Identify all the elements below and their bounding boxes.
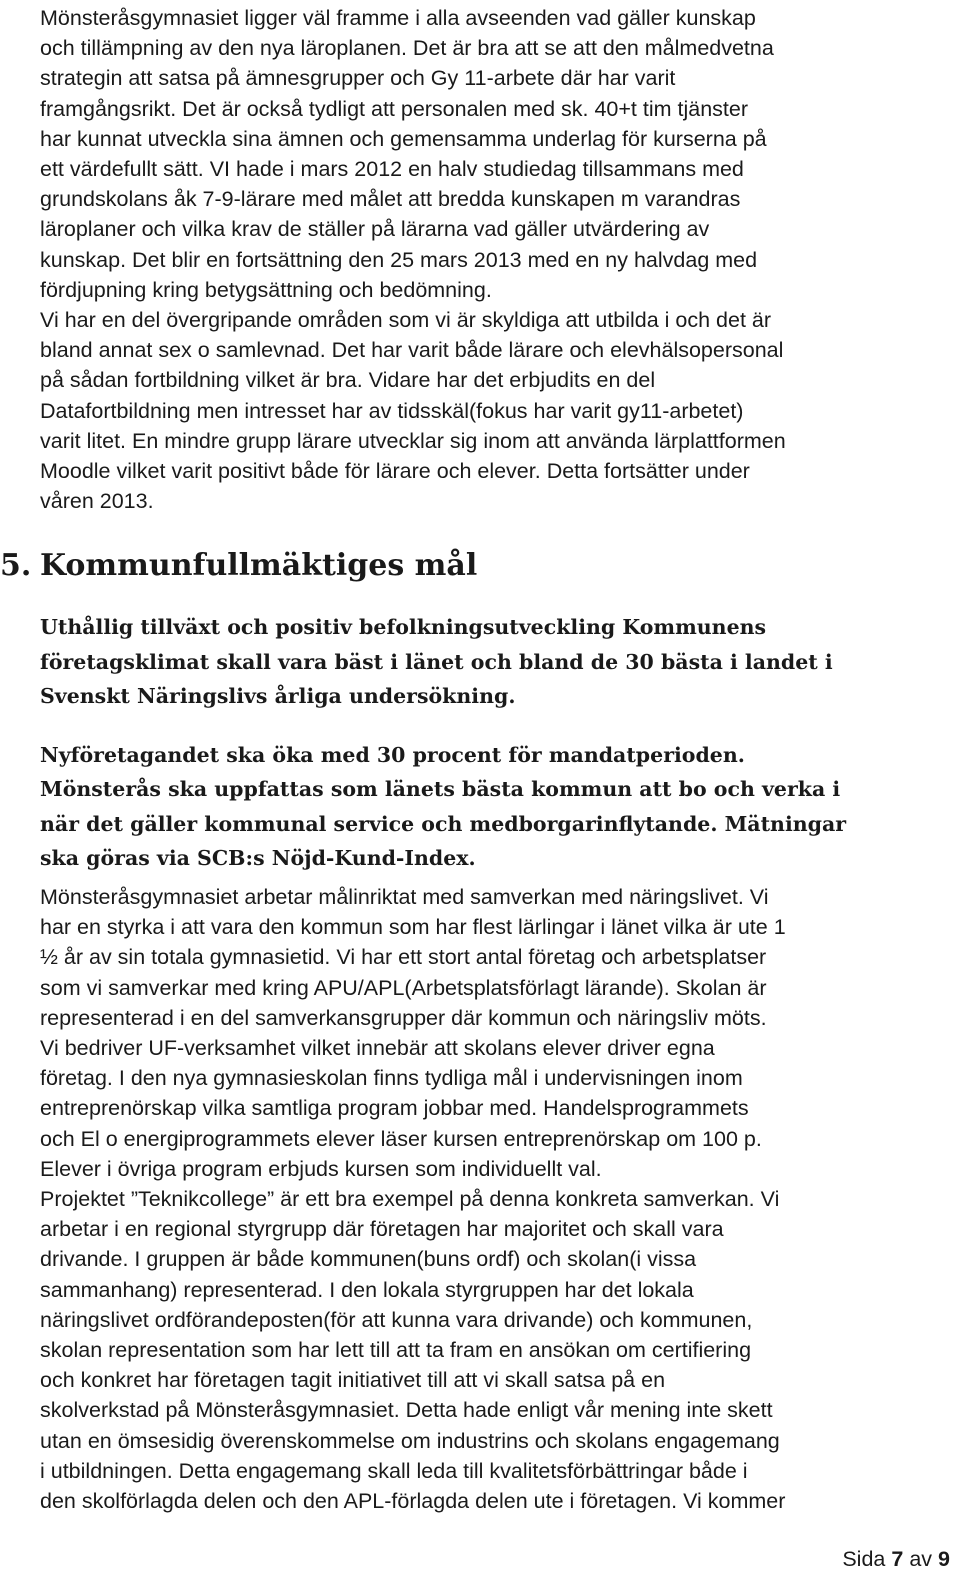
text-line: i utbildningen. Detta engagemang skall leda till kvalitetsförbättringar både i xyxy=(40,1458,748,1483)
text-line: och tillämpning av den nya läroplanen. Det är bra att se att den målmedvetna xyxy=(40,36,774,61)
text-line: varit litet. En mindre grupp lärare utvecklar sig inom att använda lärplattformen xyxy=(40,428,786,453)
text-line: och El o energiprogrammets elever läser kursen entreprenörskap om 100 p. xyxy=(40,1126,762,1151)
text-line: representerad i en del samverkansgrupper där kommun och näringsliv möts. xyxy=(40,1005,767,1030)
text-line: grundskolans åk 7-9-lärare med målet att bredda kunskapen m varandras xyxy=(40,187,741,212)
text-line: skolan representation som har lett till att ta fram en ansökan om certifiering xyxy=(40,1338,752,1362)
text-line: ½ år av sin totala gymnasietid. Vi har ett stort antal företag och arbetsplatser xyxy=(40,945,767,970)
text-line: näringslivet ordförandeposten(för att kunna vara drivande) och kommunen, xyxy=(40,1307,753,1332)
text-line: sammanhang) representerad. I den lokala styrgruppen har det lokala xyxy=(40,1277,694,1302)
text-line: kunskap. Det blir en fortsättning den 25 mars 2013 med en ny halvdag med xyxy=(40,247,758,272)
text-line: ett värdefullt sätt. VI hade i mars 2012 en halv studiedag tillsammans med xyxy=(40,157,744,182)
text-line: drivande. I gruppen är både kommunen(buns ordf) och skolan(i vissa xyxy=(40,1247,697,1272)
text-line: Mönsteråsgymnasiet ligger väl framme i alla avseenden vad gäller kunskap xyxy=(40,6,756,30)
text-line: som vi samverkar med kring APU/APL(Arbetsplatsförlagt lärande). Skolan är xyxy=(40,975,767,1000)
section-heading xyxy=(0,546,955,586)
goal-line: Svenskt Näringslivs årliga undersökning. xyxy=(40,684,516,709)
text-line: på sådan fortbildning vilket är bra. Vidare har det erbjudits en del xyxy=(40,368,656,393)
text-line: och konkret har företagen tagit initiativet till att vi skall satsa på en xyxy=(40,1368,666,1393)
footer-middle: av xyxy=(909,1547,933,1571)
text-line: skolverkstad på Mönsteråsgymnasiet. Detta hade enligt vår mening inte skett xyxy=(40,1398,773,1423)
text-line: har en styrka i att vara den kommun som har flest lärlingar i länet vilka är ute 1 xyxy=(40,915,786,940)
body-paragraph xyxy=(40,882,955,1516)
goal-line: företagsklimat skall vara bäst i länet och bland de 30 bästa i landet i xyxy=(40,649,833,674)
goal-line: Mönsterås ska uppfattas som länets bästa kommun att bo och verka i xyxy=(40,777,841,802)
section-number: 5. xyxy=(0,548,32,584)
text-line: arbetar i en regional styrgrupp där företagen har majoritet och skall vara xyxy=(40,1217,724,1242)
section-title: Kommunfullmäktiges mål xyxy=(40,548,478,584)
text-line: Vi bedriver UF-verksamhet vilket innebär att skolans elever driver egna xyxy=(40,1035,715,1060)
text-line: Projektet ”Teknikcollege” är ett bra exempel på denna konkreta samverkan. Vi xyxy=(40,1186,780,1211)
goal-block-enterprise xyxy=(40,738,955,876)
goal-line: Uthållig tillväxt och positiv befolkningsutveckling Kommunens xyxy=(40,615,767,640)
text-line: våren 2013. xyxy=(40,489,154,514)
text-line: läroplaner och vilka krav de ställer på lärarna vad gäller utvärdering av xyxy=(40,217,710,242)
page-footer xyxy=(842,1544,950,1574)
footer-page-total: 9 xyxy=(938,1547,950,1571)
text-line: entreprenörskap vilka samtliga program jobbar med. Handelsprogrammets xyxy=(40,1096,749,1121)
goal-line: ska göras via SCB:s Nöjd-Kund-Index. xyxy=(40,846,476,871)
text-line: Moodle vilket varit positivt både för lärare och elever. Detta fortsätter under xyxy=(40,459,750,484)
goal-block-growth xyxy=(40,610,955,714)
text-line: utan en ömsesidig överenskommelse om industrins och skolans engagemang xyxy=(40,1428,780,1453)
text-line: Elever i övriga program erbjuds kursen som individuellt val. xyxy=(40,1156,602,1181)
text-line: bland annat sex o samlevnad. Det har varit både lärare och elevhälsopersonal xyxy=(40,338,784,363)
footer-page-number: 7 xyxy=(891,1547,904,1571)
text-line: Vi har en del övergripande områden som vi är skyldiga att utbilda i och det är xyxy=(40,308,772,333)
goal-line: när det gäller kommunal service och medborgarinflytande. Mätningar xyxy=(40,811,847,836)
text-line: strategin att satsa på ämnesgrupper och Gy 11-arbete där har varit xyxy=(40,66,676,91)
text-line: har kunnat utveckla sina ämnen och gemensamma underlag för kurserna på xyxy=(40,126,767,151)
text-line: Mönsteråsgymnasiet arbetar målinriktat med samverkan med näringslivet. Vi xyxy=(40,884,769,909)
text-line: den skolförlagda delen och den APL-förlagda delen ute i företagen. Vi kommer xyxy=(40,1489,786,1514)
footer-prefix: Sida xyxy=(842,1547,886,1571)
text-line: Datafortbildning men intresset har av tidsskäl(fokus har varit gy11-arbetet) xyxy=(40,398,744,423)
text-line: framgångsrikt. Det är också tydligt att personalen med sk. 40+t tim tjänster xyxy=(40,96,749,121)
text-line: företag. I den nya gymnasieskolan finns tydliga mål i undervisningen inom xyxy=(40,1066,743,1091)
body-paragraph xyxy=(40,3,955,516)
goal-line: Nyföretagandet ska öka med 30 procent för mandatperioden. xyxy=(40,742,745,767)
text-line: fördjupning kring betygsättning och bedömning. xyxy=(40,277,492,302)
